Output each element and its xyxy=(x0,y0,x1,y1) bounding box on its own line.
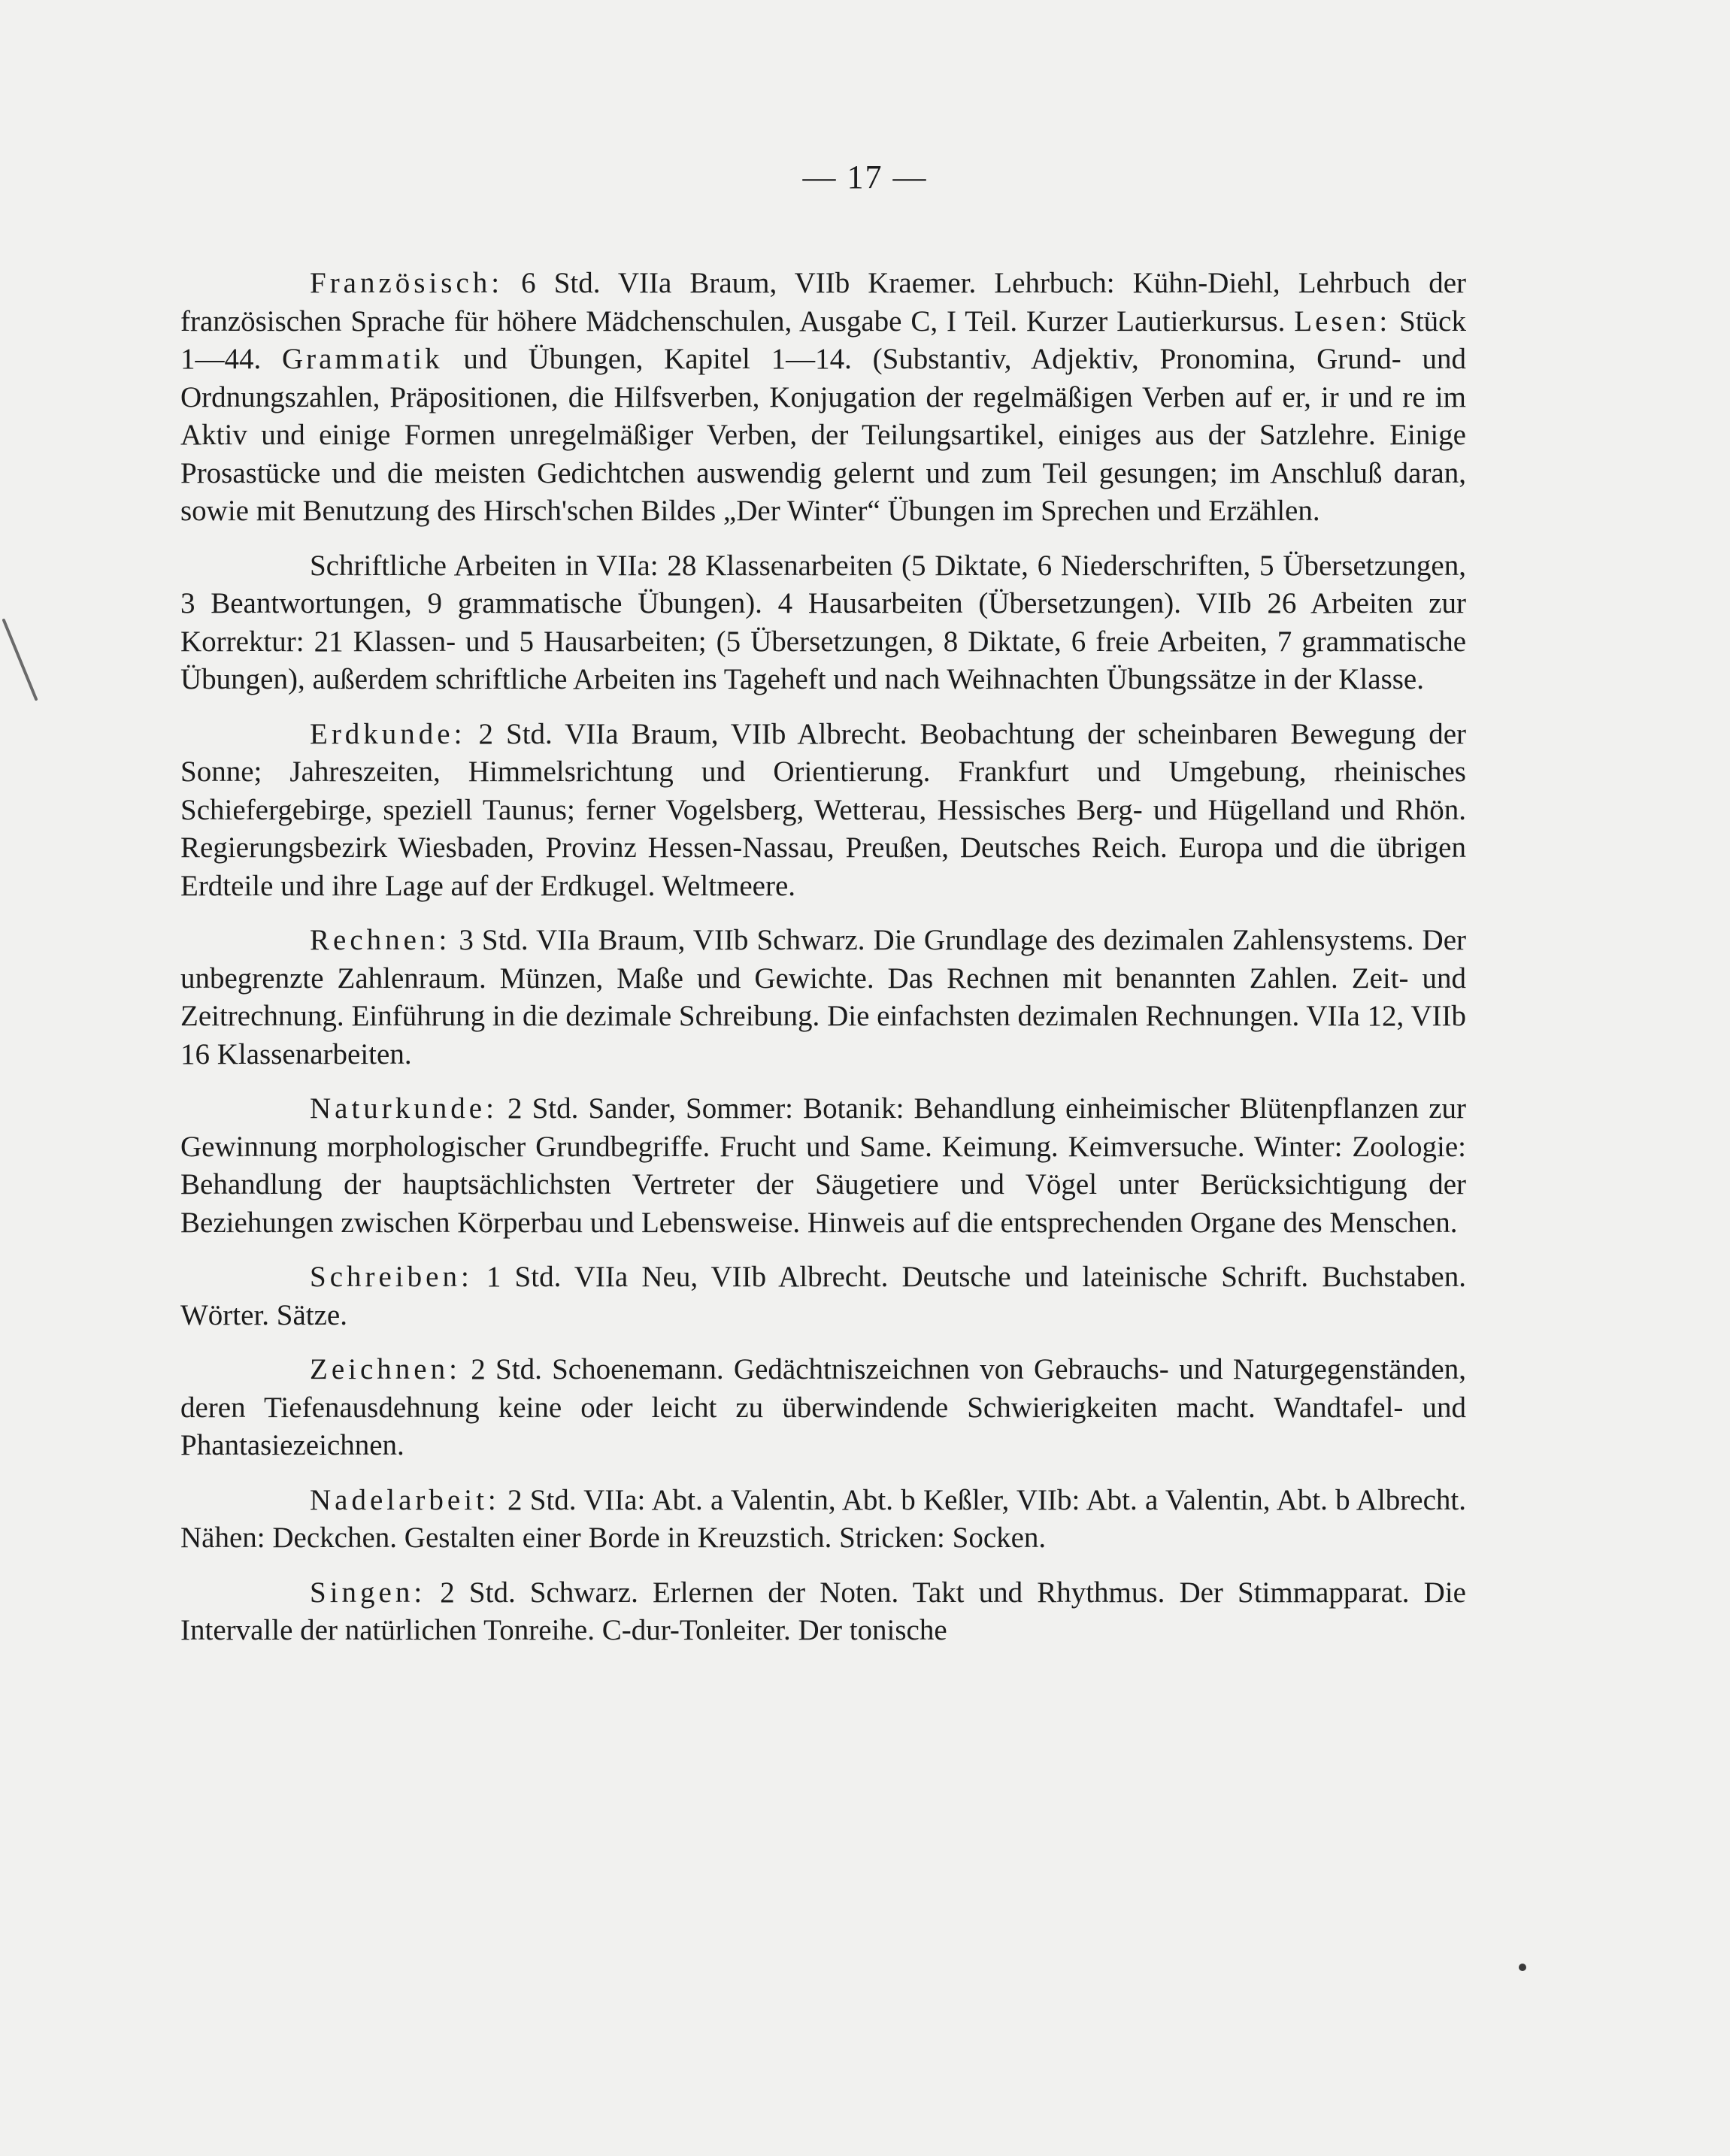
erdkunde-text: 2 Std. VIIa Braum, VIIb Albrecht. Beobachtung der scheinbaren Bewegung der Sonne; Jahreszeiten, Himmelsrichtung und Orientierung. Frankfurt und Umgebung, rheinisches Schiefergebirge, speziell Taunus; ferner Vogelsberg, Wetterau, Hessisches Berg- und Hügelland und Rhön. Regierungsbezirk Wiesbaden, Provinz Hessen-Nassau, Preußen, Deutsches Reich. Europa und die übrigen Erdteile und ihre Lage auf der Erdkugel. Weltmeere. xyxy=(180,717,1466,902)
franzoesisch-text-2: Stück 1—44. xyxy=(180,304,1466,375)
paragraph-nadelarbeit xyxy=(180,1482,1466,1558)
label-lesen: Lesen: xyxy=(1294,304,1391,338)
naturkunde-text: 2 Std. Sander, Sommer: Botanik: Behandlung einheimischer Blütenpflanzen zur Gewinnung morphologischer Grundbegriffe. Frucht und Same. Keimung. Keimversuche. Winter: Zoologie: Behandlung der hauptsächlichsten Vertreter der Säugetiere und Vögel unter Berücksichtigung der Beziehungen zwischen Körperbau und Lebensweise. Hinweis auf die entsprechenden Organe des Menschen. xyxy=(180,1092,1466,1239)
heading-schreiben: Schreiben: xyxy=(310,1261,473,1293)
body-text xyxy=(180,265,1466,1667)
rechnen-text: 3 Std. VIIa Braum, VIIb Schwarz. Die Grundlage des dezimalen Zahlensystems. Der unbegrenzte Zahlenraum. Münzen, Maße und Gewichte. Das Rechnen mit benannten Zahlen. Zeit- und Zeitrechnung. Einführung in die dezimale Schreibung. Die einfachsten dezimalen Rechnungen. VIIa 12, VIIb 16 Klassenarbeiten. xyxy=(180,924,1466,1070)
singen-text: 2 Std. Schwarz. Erlernen der Noten. Takt und Rhythmus. Der Stimmapparat. Die Intervalle der natürlichen Tonreihe. C-dur-Tonleiter. Der tonische xyxy=(180,1576,1466,1646)
franzoesisch-text-3: und Übungen, Kapitel 1—14. (Substantiv, Adjektiv, Pronomina, Grund- und Ordnungszahlen, Präpositionen, die Hilfsverben, Konjugation der regelmäßigen Verben auf er, ir und re im Aktiv und einige Formen unregelmäßiger Verben, der Teilungsartikel, einiges aus der Satzlehre. Einige Prosastücke und die meisten Gedichtchen auswendig gelernt und zum Teil gesungen; im Anschluß daran, sowie mit Benutzung des Hirsch'schen Bildes „Der Winter“ Übungen im Sprechen und Erzählen. xyxy=(180,343,1467,527)
paragraph-naturkunde xyxy=(180,1090,1466,1242)
page-number: — 17 — xyxy=(802,159,928,195)
paragraph-rechnen xyxy=(180,922,1466,1073)
heading-franzoesisch: Französisch: xyxy=(310,267,504,299)
heading-zeichnen: Zeichnen: xyxy=(310,1353,461,1385)
schreiben-text: 1 Std. VIIa Neu, VIIb Albrecht. Deutsche und lateinische Schrift. Buchstaben. Wörter. Sätze. xyxy=(180,1261,1466,1331)
franzoesisch-text-1: 6 Std. VIIa Braum, VIIb Kraemer. Lehrbuch: Kühn-Diehl, Lehrbuch der französischen Sprache für höhere Mädchenschulen, Ausgabe C, I Teil. Kurzer Lautierkursus. xyxy=(180,267,1466,338)
heading-rechnen: Rechnen: xyxy=(310,924,451,956)
paragraph-schreiben xyxy=(180,1258,1466,1334)
heading-singen: Singen: xyxy=(310,1576,426,1609)
paragraph-zeichnen xyxy=(180,1351,1466,1465)
schriftliche-arbeiten-text: Schriftliche Arbeiten in VIIa: 28 Klassenarbeiten (5 Diktate, 6 Niederschriften, 5 Übersetzungen, 3 Beantwortungen, 9 grammatische Übungen). 4 Hausarbeiten (Übersetzungen). VIIb 26 Arbeiten zur Korrektur: 21 Klassen- und 5 Hausarbeiten; (5 Übersetzungen, 8 Diktate, 6 freie Arbeiten, 7 grammatische Übungen), außerdem schriftliche Arbeiten ins Tageheft und nach Weihnachten Übungssätze in der Klasse. xyxy=(180,549,1466,695)
label-grammatik: Grammatik xyxy=(282,343,443,375)
heading-naturkunde: Naturkunde: xyxy=(310,1092,498,1125)
heading-erdkunde: Erdkunde: xyxy=(310,717,466,750)
paragraph-singen xyxy=(180,1574,1466,1650)
margin-scratch-mark xyxy=(0,616,45,707)
heading-nadelarbeit: Nadelarbeit: xyxy=(310,1483,500,1516)
nadelarbeit-text: 2 Std. VIIa: Abt. a Valentin, Abt. b Keßler, VIIb: Abt. a Valentin, Abt. b Albrecht. Nähen: Deckchen. Gestalten einer Borde in Kreuzstich. Stricken: Socken. xyxy=(180,1483,1466,1554)
paragraph-schriftliche-arbeiten xyxy=(180,547,1466,699)
zeichnen-text: 2 Std. Schoenemann. Gedächtniszeichnen von Gebrauchs- und Naturgegenständen, deren Tiefenausdehnung keine oder leicht zu überwindende Schwierigkeiten macht. Wandtafel- und Phantasiezeichnen. xyxy=(180,1353,1466,1461)
paragraph-franzoesisch xyxy=(180,265,1466,531)
paragraph-erdkunde xyxy=(180,716,1466,906)
stray-dot-mark xyxy=(1519,1964,1526,1971)
